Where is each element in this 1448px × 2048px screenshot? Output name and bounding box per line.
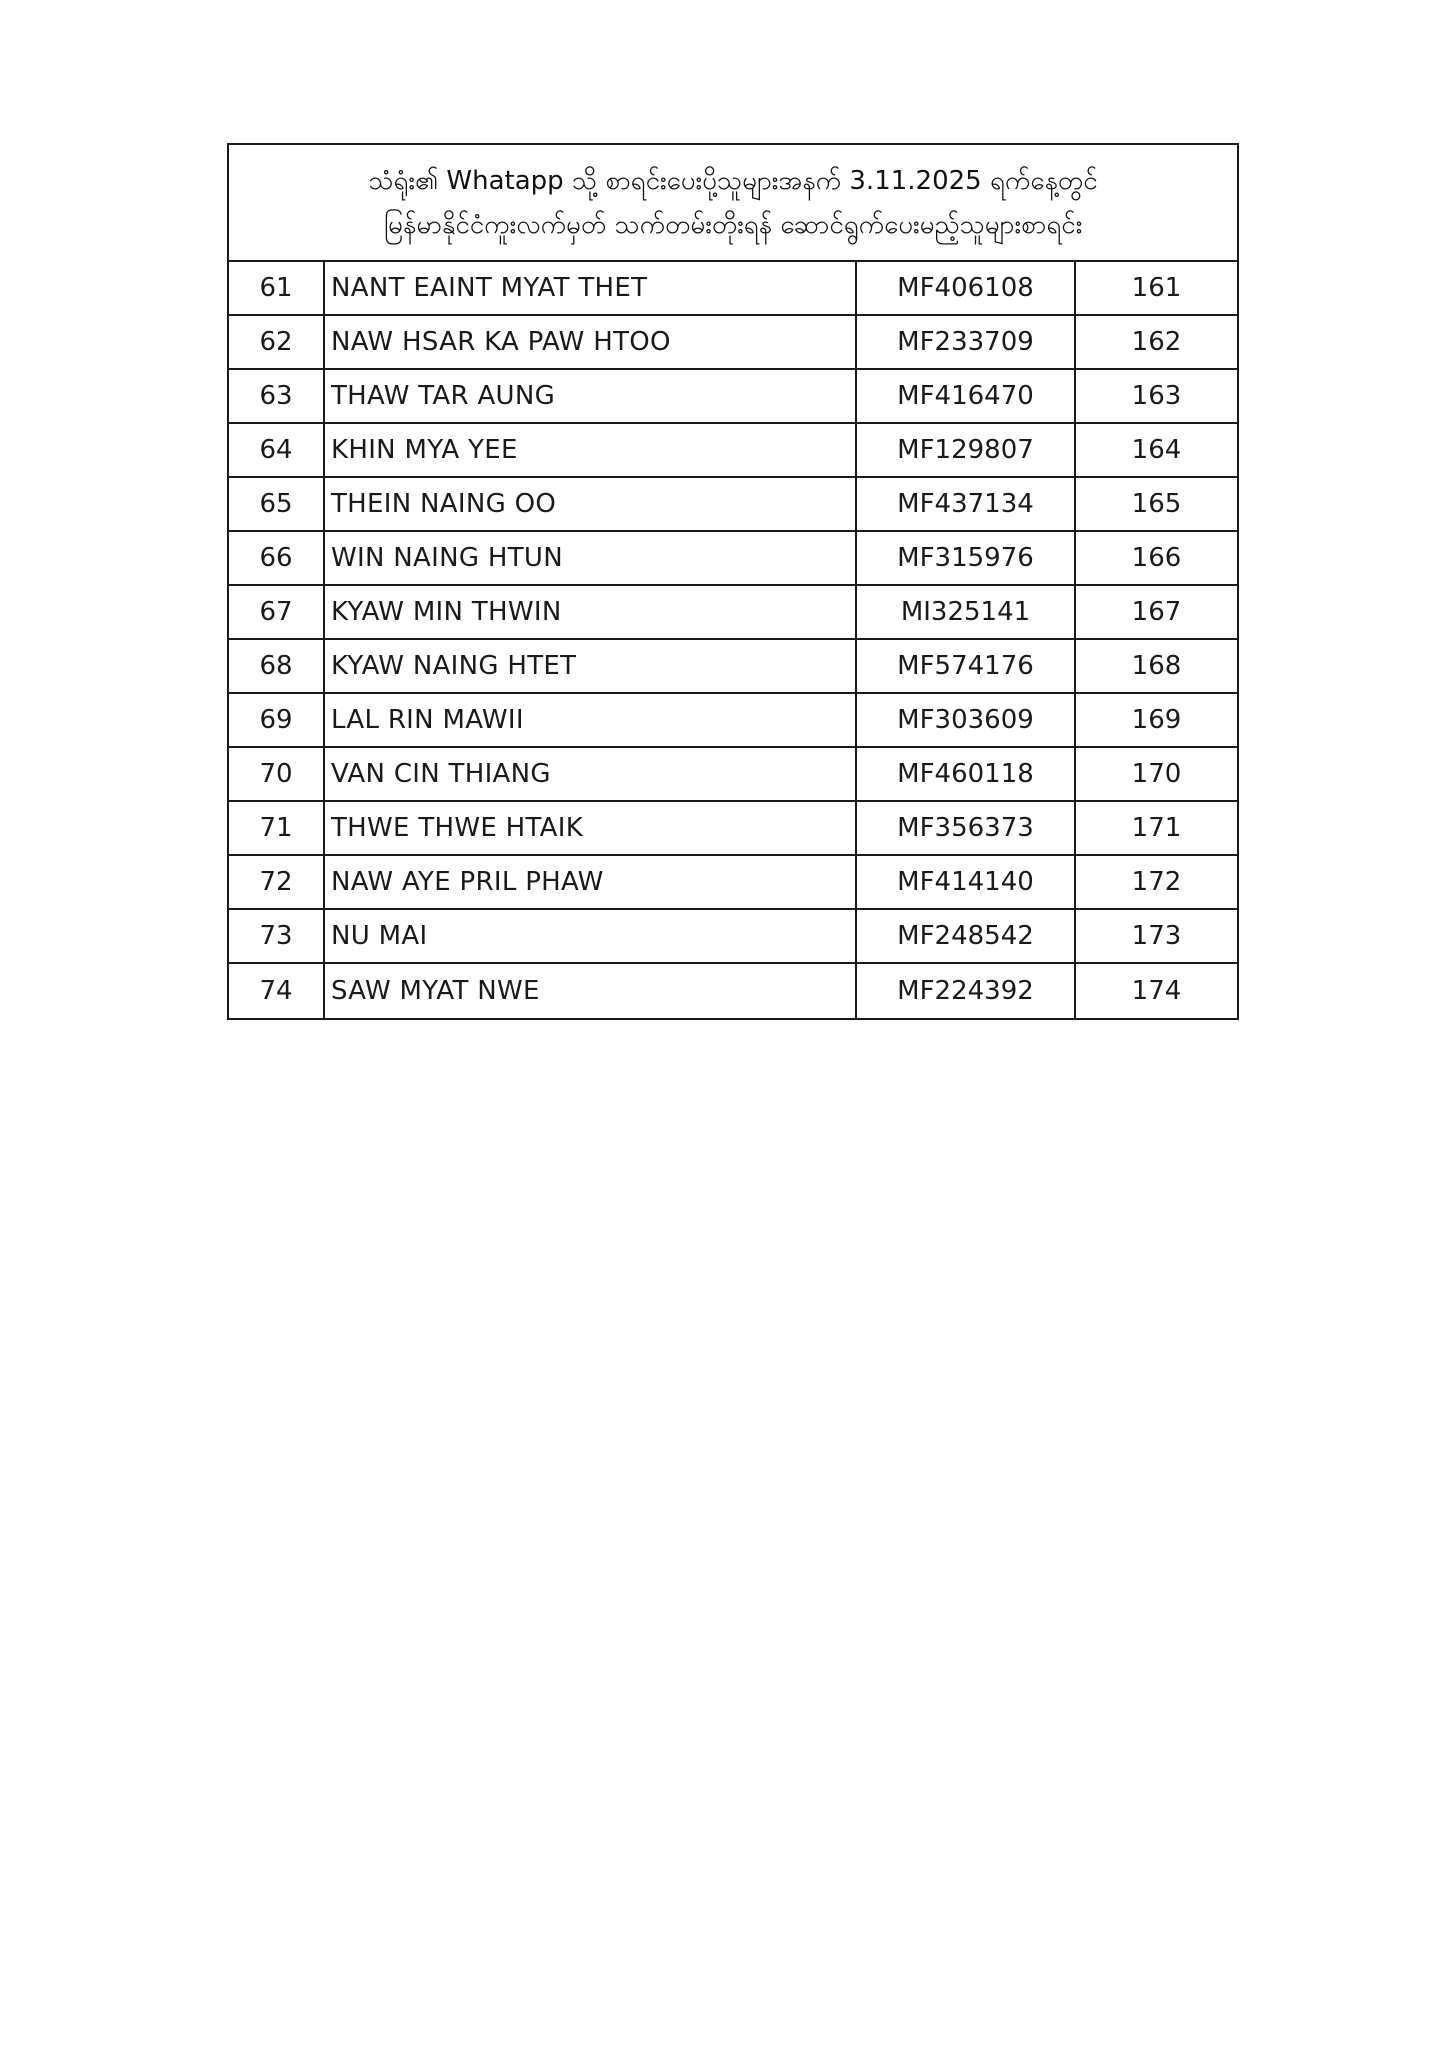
applicant-name: NAW HSAR KA PAW HTOO bbox=[325, 316, 857, 368]
applicant-name: THAW TAR AUNG bbox=[325, 370, 857, 422]
sequence-number: 171 bbox=[1131, 813, 1182, 843]
row-number: 67 bbox=[229, 586, 325, 638]
table-row bbox=[229, 262, 1237, 316]
applicant-name: LAL RIN MAWII bbox=[325, 694, 857, 746]
sequence-number: 168 bbox=[1131, 651, 1182, 681]
sequence-number: 165 bbox=[1131, 489, 1182, 519]
passport-number: MF248542 bbox=[857, 910, 1076, 962]
sequence-number: 167 bbox=[1131, 597, 1182, 627]
sequence-number: 172 bbox=[1131, 867, 1182, 897]
passport-number: MF233709 bbox=[857, 316, 1076, 368]
row-number: 62 bbox=[229, 316, 325, 368]
row-number: 70 bbox=[229, 748, 325, 800]
passport-number: MF315976 bbox=[857, 532, 1076, 584]
sequence-number: 162 bbox=[1131, 327, 1182, 357]
applicant-name: THEIN NAING OO bbox=[325, 478, 857, 530]
applicant-name: KYAW NAING HTET bbox=[325, 640, 857, 692]
table-row bbox=[229, 694, 1237, 748]
sequence-number: 164 bbox=[1131, 435, 1182, 465]
table-row bbox=[229, 748, 1237, 802]
table-row bbox=[229, 910, 1237, 964]
table-row bbox=[229, 532, 1237, 586]
passport-number: MF303609 bbox=[857, 694, 1076, 746]
passport-number: MF460118 bbox=[857, 748, 1076, 800]
heading-line-1: သံရုံး၏ Whatapp သို့ စာရင်းပေးပို့သူများအနက် 3.11.2025 ရက်နေ့တွင် bbox=[368, 165, 1098, 196]
table-row bbox=[229, 424, 1237, 478]
passport-number: MF416470 bbox=[857, 370, 1076, 422]
table-row bbox=[229, 478, 1237, 532]
row-number: 71 bbox=[229, 802, 325, 854]
table-row bbox=[229, 316, 1237, 370]
passport-number: MF437134 bbox=[857, 478, 1076, 530]
row-number: 61 bbox=[229, 262, 325, 314]
passport-number: MF129807 bbox=[857, 424, 1076, 476]
applicant-name: NAW AYE PRIL PHAW bbox=[325, 856, 857, 908]
row-number: 66 bbox=[229, 532, 325, 584]
passport-number: MF224392 bbox=[857, 964, 1076, 1018]
table-heading bbox=[229, 145, 1237, 262]
sequence-number: 161 bbox=[1131, 273, 1182, 303]
sequence-number: 166 bbox=[1131, 543, 1182, 573]
row-number: 69 bbox=[229, 694, 325, 746]
applicant-name: VAN CIN THIANG bbox=[325, 748, 857, 800]
heading-line-2: မြန်မာနိုင်ငံကူးလက်မှတ် သက်တမ်းတိုးရန် ဆောင်ရွက်ပေးမည့်သူများစာရင်း bbox=[383, 209, 1083, 240]
passport-number: MF406108 bbox=[857, 262, 1076, 314]
applicant-name: NU MAI bbox=[325, 910, 857, 962]
applicant-name: KHIN MYA YEE bbox=[325, 424, 857, 476]
applicant-name: WIN NAING HTUN bbox=[325, 532, 857, 584]
table-row bbox=[229, 640, 1237, 694]
row-number: 68 bbox=[229, 640, 325, 692]
applicant-name: SAW MYAT NWE bbox=[325, 964, 857, 1018]
passport-renewal-table bbox=[227, 143, 1239, 1020]
sequence-number: 170 bbox=[1131, 759, 1182, 789]
row-number: 64 bbox=[229, 424, 325, 476]
table-row bbox=[229, 802, 1237, 856]
row-number: 73 bbox=[229, 910, 325, 962]
sequence-number: 169 bbox=[1131, 705, 1182, 735]
table-row bbox=[229, 370, 1237, 424]
applicant-name: NANT EAINT MYAT THET bbox=[325, 262, 857, 314]
row-number: 72 bbox=[229, 856, 325, 908]
sequence-number: 174 bbox=[1131, 976, 1182, 1006]
passport-number: MF574176 bbox=[857, 640, 1076, 692]
passport-number: MI325141 bbox=[857, 586, 1076, 638]
applicant-name: KYAW MIN THWIN bbox=[325, 586, 857, 638]
sequence-number: 173 bbox=[1131, 921, 1182, 951]
row-number: 65 bbox=[229, 478, 325, 530]
passport-number: MF414140 bbox=[857, 856, 1076, 908]
table-row bbox=[229, 964, 1237, 1018]
passport-number: MF356373 bbox=[857, 802, 1076, 854]
sequence-number: 163 bbox=[1131, 381, 1182, 411]
applicant-name: THWE THWE HTAIK bbox=[325, 802, 857, 854]
table-row bbox=[229, 856, 1237, 910]
row-number: 74 bbox=[229, 964, 325, 1018]
table-body bbox=[229, 262, 1237, 1018]
row-number: 63 bbox=[229, 370, 325, 422]
table-row bbox=[229, 586, 1237, 640]
